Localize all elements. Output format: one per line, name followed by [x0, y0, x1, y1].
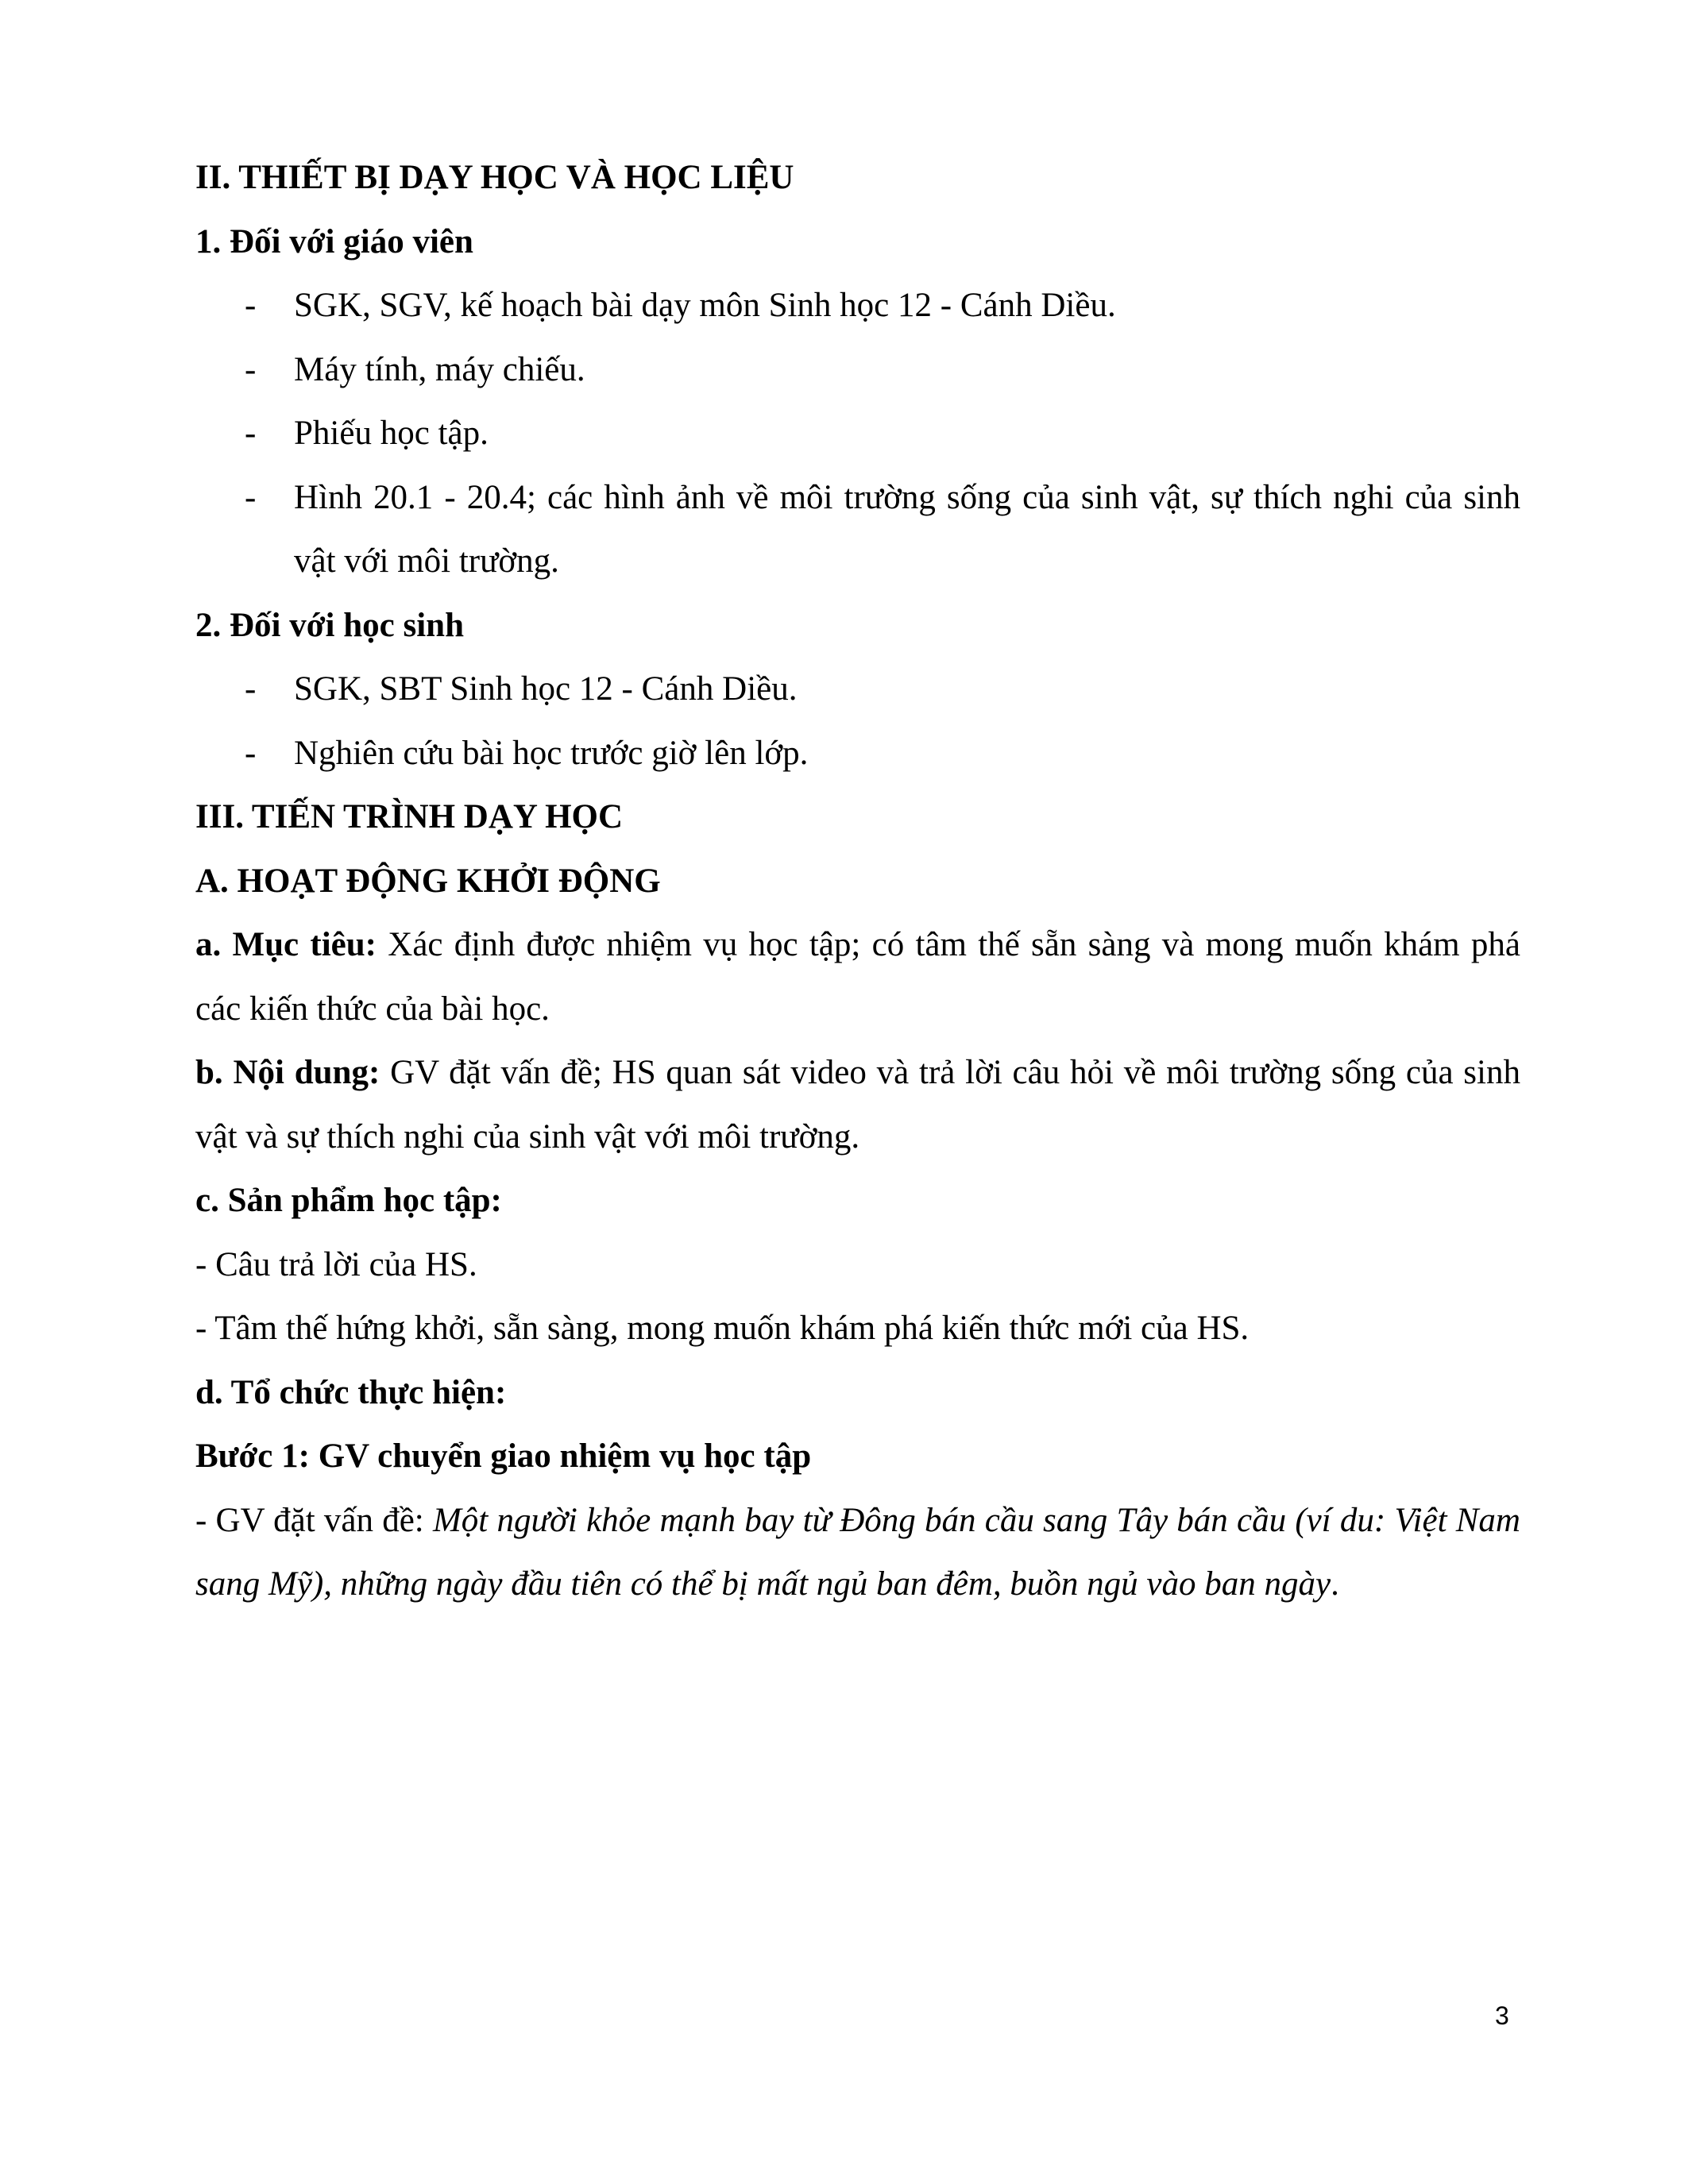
section-iii-heading: III. TIẾN TRÌNH DẠY HỌC [195, 798, 624, 835]
activity-a-heading: A. HOẠT ĐỘNG KHỞI ĐỘNG [195, 862, 661, 900]
step1-suffix: . [1331, 1565, 1339, 1603]
step1-prefix: - GV đặt vấn đề: [195, 1501, 433, 1539]
teacher-heading: 1. Đối với giáo viên [195, 222, 473, 260]
product-item: - Tâm thế hứng khởi, sẵn sàng, mong muốn khám phá kiến thức mới của HS. [195, 1310, 1250, 1347]
step1-paragraph [195, 1489, 1520, 1617]
list-item: - Phiếu học tập. [195, 402, 1520, 466]
step1-label: Bước 1: GV chuyển giao nhiệm vụ học tập [195, 1437, 812, 1475]
organize-label: d. Tổ chức thực hiện: [195, 1373, 507, 1411]
bullet-dash: - [245, 478, 257, 516]
student-list [195, 658, 1520, 785]
bullet-dash: - [245, 415, 257, 452]
content-text: GV đặt vấn đề; HS quan sát video và trả lời câu hỏi về môi trường sống của sinh vật và sự thích nghi của sinh vật với môi trường. [195, 1054, 1520, 1156]
bullet-dash: - [245, 670, 257, 708]
page-number: 3 [1495, 2001, 1509, 2030]
bullet-dash: - [245, 287, 257, 324]
content-label: b. Nội dung: [195, 1054, 380, 1091]
list-item: - SGK, SGV, kế hoạch bài dạy môn Sinh học 12 - Cánh Diều. [195, 274, 1520, 338]
list-item: - Máy tính, máy chiếu. [195, 338, 1520, 403]
product-item: - Câu trả lời của HS. [195, 1245, 477, 1283]
bullet-dash: - [245, 350, 257, 388]
teacher-list [195, 274, 1520, 594]
step1-italic-text: Một người khỏe mạnh bay từ Đông bán cầu sang Tây bán cầu (ví du: Việt Nam sang Mỹ), những ngày đầu tiên có thể bị mất ngủ ban đêm, buồn ngủ vào ban ngày [195, 1501, 1520, 1603]
section-ii-heading: II. THIẾT BỊ DẠY HỌC VÀ HỌC LIỆU [195, 159, 794, 196]
list-item: - Nghiên cứu bài học trước giờ lên lớp. [195, 722, 1520, 786]
bullet-dash: - [245, 734, 257, 772]
objective-paragraph [195, 913, 1520, 1041]
content-paragraph [195, 1041, 1520, 1169]
product-label: c. Sản phẩm học tập: [195, 1182, 502, 1219]
document-page [195, 146, 1520, 1617]
list-item: - SGK, SBT Sinh học 12 - Cánh Diều. [195, 658, 1520, 722]
objective-label: a. Mục tiêu: [195, 926, 377, 963]
student-heading: 2. Đối với học sinh [195, 606, 465, 644]
objective-text: Xác định được nhiệm vụ học tập; có tâm thế sẵn sàng và mong muốn khám phá các kiến thức của bài học. [195, 926, 1520, 1028]
list-item: - Hình 20.1 - 20.4; các hình ảnh về môi trường sống của sinh vật, sự thích nghi của sinh vật với môi trường. [195, 466, 1520, 594]
